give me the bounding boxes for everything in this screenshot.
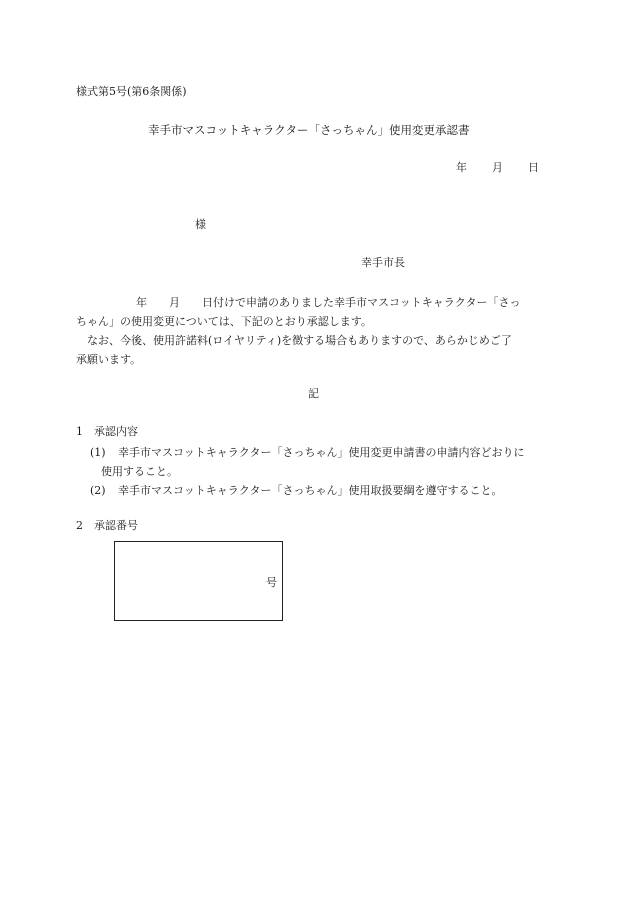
date-month-label: 月	[492, 161, 503, 174]
body-paragraph-1	[76, 293, 552, 331]
body-paragraph-2	[76, 331, 552, 369]
item-number: (2)	[90, 484, 106, 497]
approval-number-box	[114, 541, 283, 621]
body-para1-line2: ちゃん」の使用変更については、下記のとおり承認します。	[76, 315, 372, 328]
section1-heading: 1 承認内容	[76, 425, 138, 438]
section1-item-2	[90, 481, 550, 500]
document-title: 幸手市マスコットキャラクター「さっちゃん」使用変更承認書	[148, 123, 470, 137]
addressee-suffix: 様	[195, 218, 206, 231]
item-text-line2: 使用すること。	[101, 465, 178, 478]
date-line	[456, 161, 539, 175]
item-number: (1)	[90, 446, 106, 459]
body-para2-line2: 承願います。	[76, 353, 142, 366]
ki-heading: 記	[308, 387, 319, 400]
issuer: 幸手市長	[361, 256, 405, 269]
body-para1-line1: 年 月 日付けで申請のありました幸手市マスコットキャラクター「さっ	[136, 296, 521, 309]
date-year-label: 年	[456, 161, 467, 174]
section2-heading: 2 承認番号	[76, 519, 138, 532]
item-text-line1: 幸手市マスコットキャラクター「さっちゃん」使用変更申請書の申請内容どおりに	[118, 446, 525, 459]
section1-item-1	[90, 443, 550, 481]
body-text	[76, 293, 552, 369]
number-suffix: 号	[266, 576, 277, 589]
date-day-label: 日	[528, 161, 539, 174]
item-text-line1: 幸手市マスコットキャラクター「さっちゃん」使用取扱要綱を遵守すること。	[118, 484, 503, 497]
body-para2-line1: なお、今後、使用許諾料(ロイヤリティ)を徴する場合もありますので、あらかじめご了	[87, 334, 512, 347]
form-number: 様式第5号(第6条関係)	[76, 85, 187, 98]
